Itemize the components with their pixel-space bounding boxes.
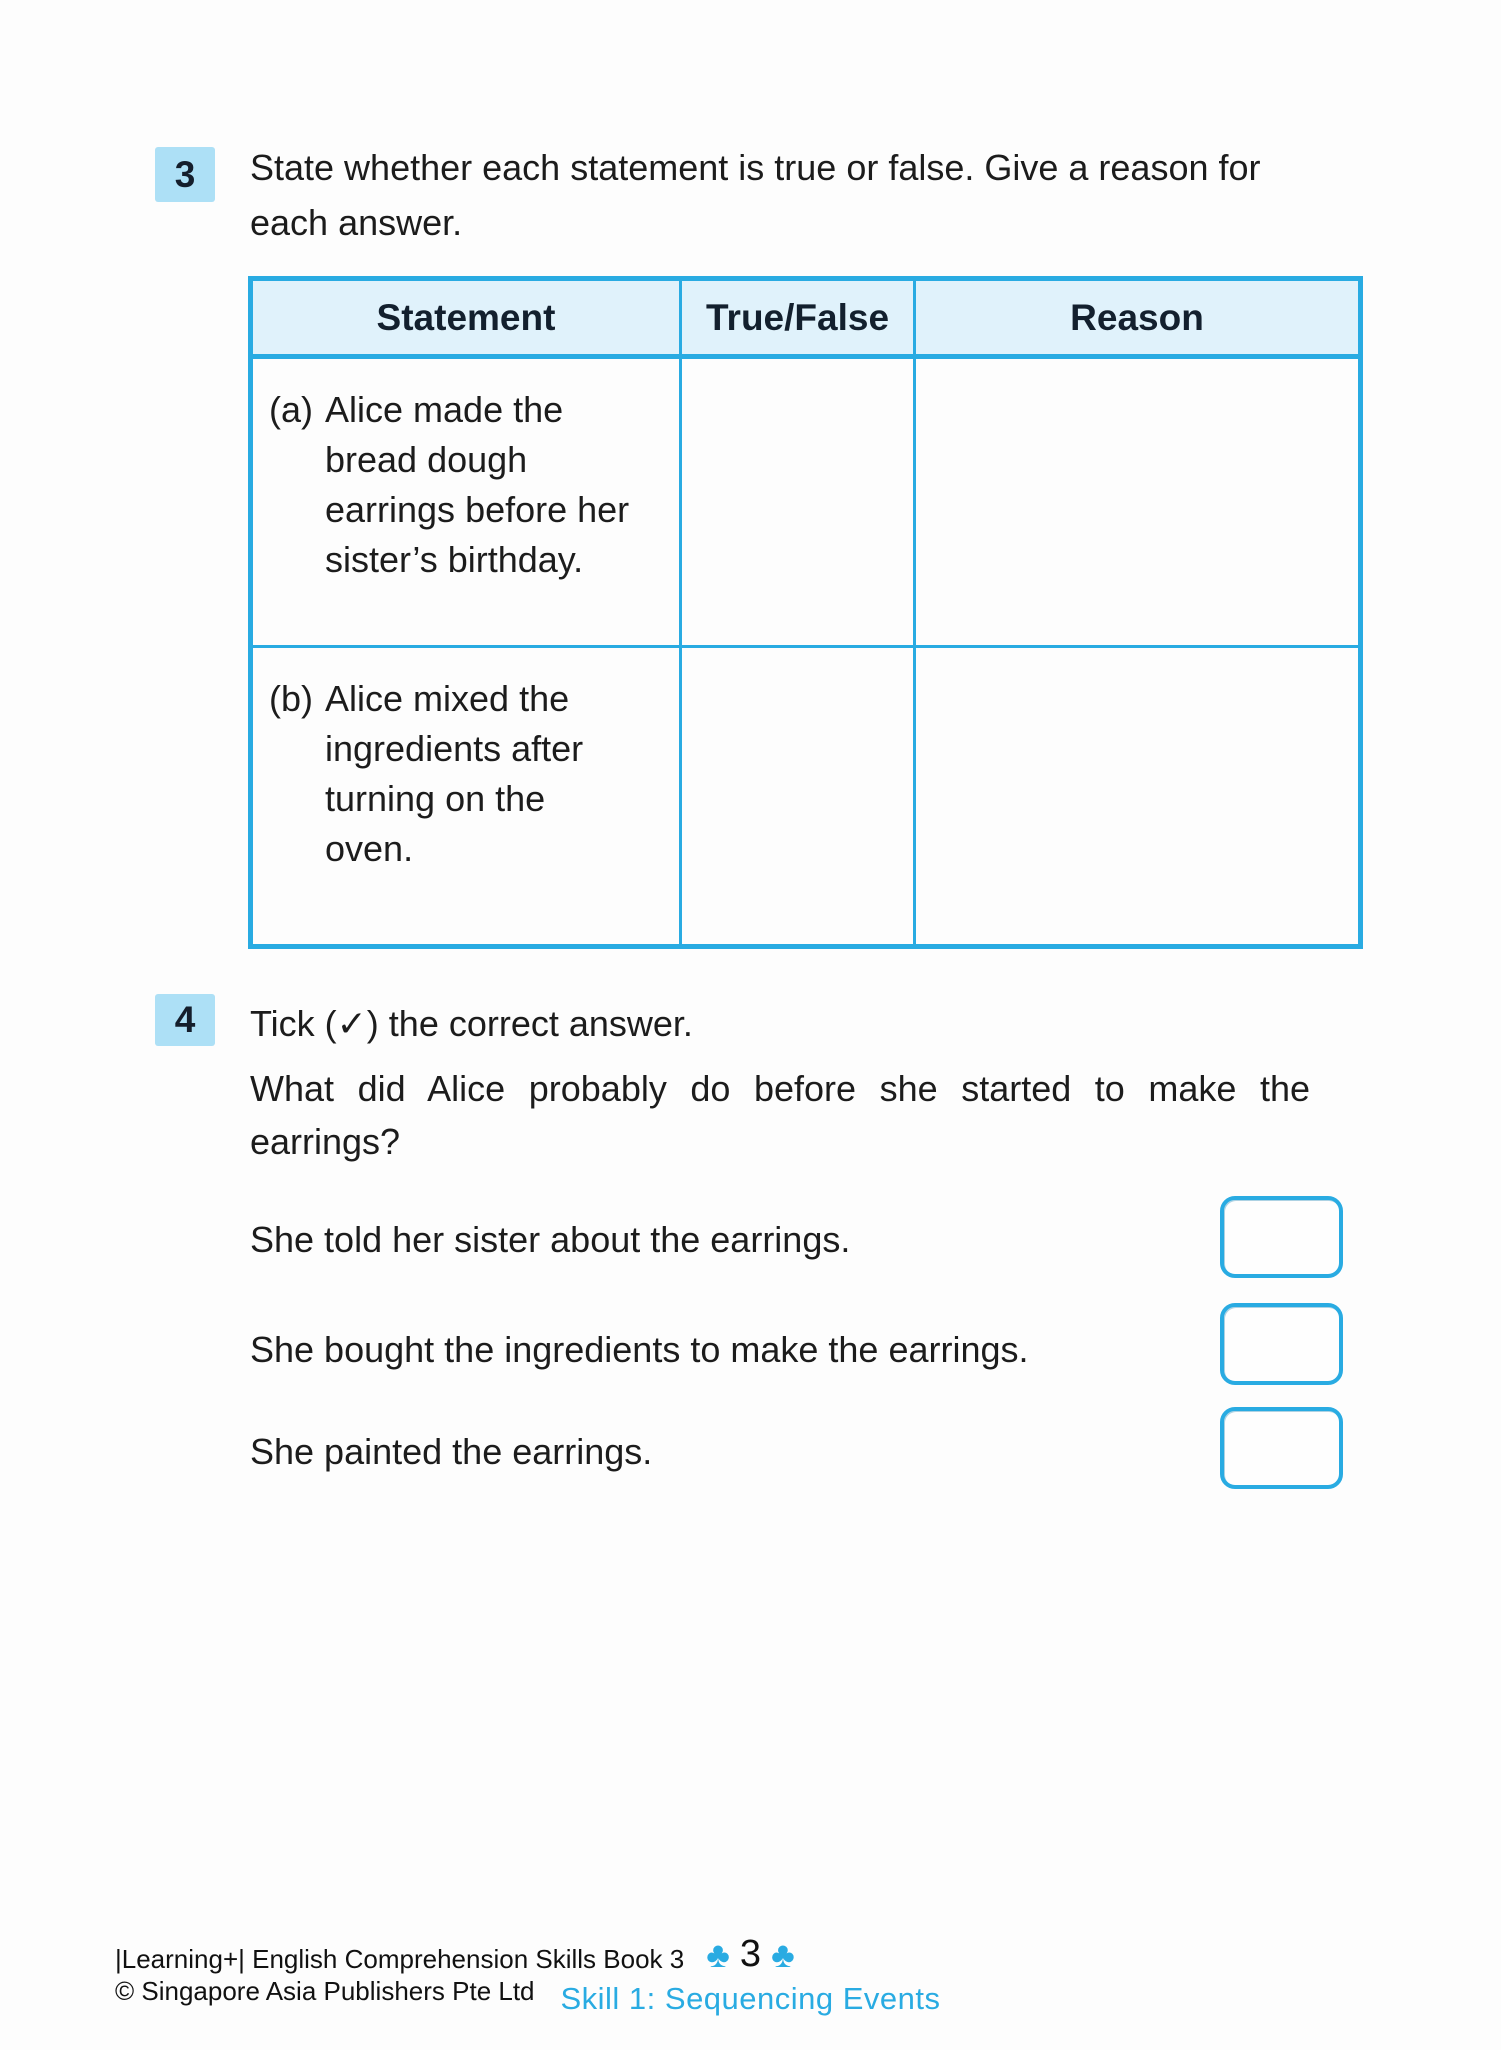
question-4-prompt: Tick (✓) the correct answer. [250,1003,693,1044]
column-header-true-false: True/False [681,279,915,357]
page-number-row [0,1933,1501,1976]
statement-text-a: Alice made the bread dough earrings before her sister’s birthday. [325,389,630,580]
statement-cell-b [251,647,681,947]
skill-label: Skill 1: Sequencing Events [560,1981,941,2016]
imprint-line-2: © Singapore Asia Publishers Pte Ltd [115,1976,535,2006]
answer-checkbox-1[interactable] [1220,1196,1343,1278]
table-row [251,647,1361,947]
column-header-statement: Statement [251,279,681,357]
page-number: 3 [739,1933,762,1975]
question-4-text: What did Alice probably do before she started to make the earrings? [250,1068,1310,1162]
imprint-line-1: |Learning+| English Comprehension Skills Book 3 [115,1944,685,1974]
option-text-1: She told her sister about the earrings. [250,1219,851,1260]
question-3-number: 3 [155,147,215,202]
option-text-3: She painted the earrings. [250,1431,653,1472]
question-3-prompt: State whether each statement is true or false. Give a reason for each answer. [250,147,1261,243]
club-icon: ♣ [706,1933,730,1975]
statement-cell-a [251,357,681,647]
option-text-2: She bought the ingredients to make the earrings. [250,1329,1029,1370]
statement-text-b: Alice mixed the ingredients after turning on the oven. [325,678,584,869]
row-label-b: (b) [269,678,313,719]
question-4-number: 4 [155,994,215,1046]
true-false-answer-cell-a[interactable] [681,357,915,647]
column-header-reason: Reason [915,279,1361,357]
answer-checkbox-2[interactable] [1220,1303,1343,1385]
footer-center [0,1933,1501,2017]
true-false-table [248,276,1363,949]
row-label-a: (a) [269,389,313,430]
table-row [251,357,1361,647]
reason-answer-cell-b[interactable] [915,647,1361,947]
club-icon: ♣ [771,1933,795,1975]
answer-checkbox-3[interactable] [1220,1407,1343,1489]
table-header-row [251,279,1361,357]
reason-answer-cell-a[interactable] [915,357,1361,647]
true-false-answer-cell-b[interactable] [681,647,915,947]
